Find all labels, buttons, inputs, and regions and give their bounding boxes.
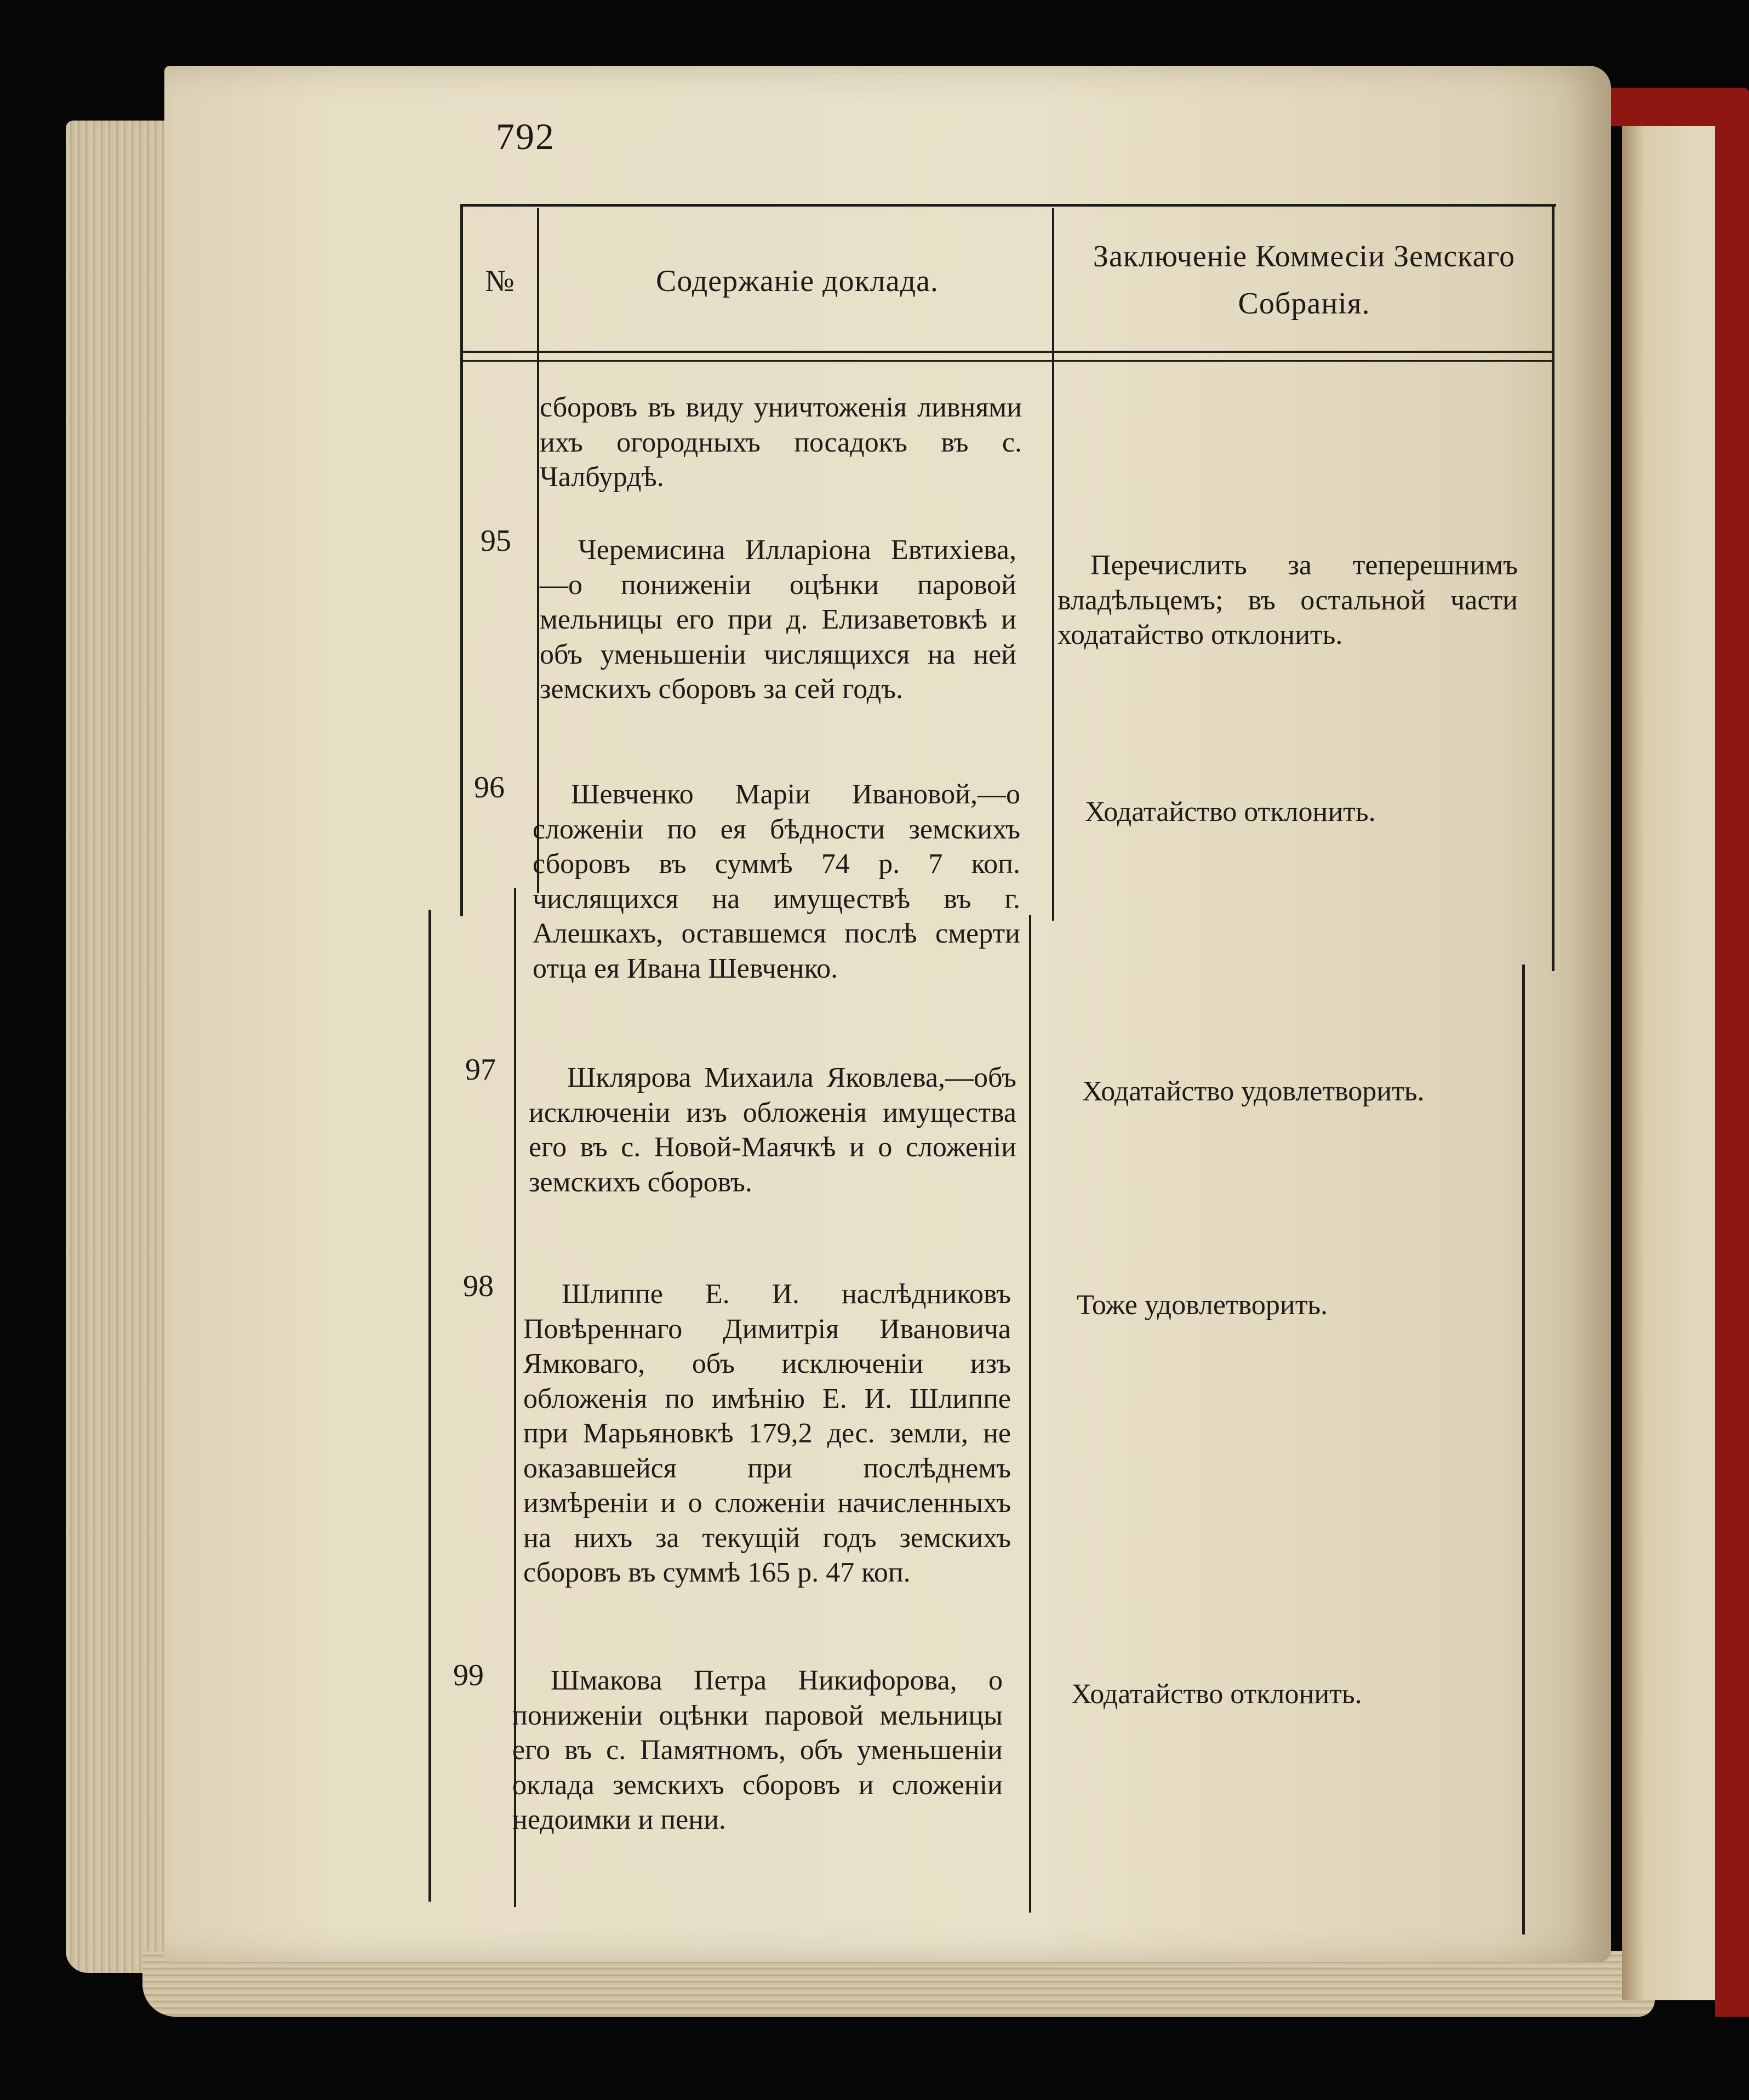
row-content-97: Шклярова Михаила Яковлева,—объ исключеніи изъ обложенія имущества его въ с. Новой-Маячкѣ и о сложеніи земскихъ сборовъ.	[529, 1062, 1016, 1198]
row-conclusion-96: Ходатайство отклонить.	[1085, 796, 1376, 828]
row-conclusion-97: Ходатайство удовлетворить.	[1082, 1076, 1425, 1107]
row-number-95: 95	[481, 524, 511, 558]
row-content-95: Черемисина Илларіона Евтихіева,—о пониженіи оцѣнки паровой мельницы его при д. Елизаветовкѣ и объ уменьшеніи числящихся на ней земскихъ сборовъ за сей годъ.	[540, 534, 1016, 705]
row-content-96: Шевченко Маріи Ивановой,—о сложеніи по ея бѣдности земскихъ сборовъ въ суммѣ 74 р. 7 коп. числящихся на имуществѣ въ г. Алешкахъ, оставшемся послѣ смерти отца ея Ивана Шевченко.	[533, 779, 1020, 984]
col-divider-2-lower	[1029, 915, 1031, 1913]
row-content-99: Шмакова Петра Никифорова, о пониженіи оцѣнки паровой мельницы его въ с. Памятномъ, объ уменьшеніи оклада земскихъ сборовъ и сложеніи недоимки и пени.	[512, 1665, 1003, 1835]
row-conclusion-95: Перечислить за теперешнимъ владѣльцемъ; въ остальной части ходатайство отклонить.	[1058, 550, 1518, 650]
header-number: №	[485, 264, 515, 298]
row-conclusion-99: Ходатайство отклонить.	[1071, 1679, 1362, 1710]
continuation-text: сборовъ въ виду уничтоженія ливнями ихъ огородныхъ посадокъ въ с. Чалбурдѣ.	[540, 392, 1022, 493]
header-conclusion: Заключеніе Коммесіи Земскаго Собранія.	[1093, 239, 1516, 321]
left-border	[460, 204, 463, 916]
header-rule-2	[463, 360, 1553, 362]
row-number-96: 96	[474, 771, 505, 804]
red-edge-right	[1715, 99, 1749, 2017]
left-border-lower	[428, 910, 431, 1902]
row-number-97: 97	[465, 1053, 496, 1087]
page-number: 792	[496, 116, 555, 157]
row-number-99: 99	[453, 1658, 484, 1692]
row-number-98: 98	[463, 1269, 494, 1303]
right-border-lower	[1522, 965, 1525, 1934]
right-border	[1552, 204, 1554, 971]
row-content-98: Шлиппе Е. И. наслѣдниковъ Повѣреннаго Димитрія Ивановича Ямковаго, объ исключеніи изъ обложенія по имѣнію Е. И. Шлиппе при Марьяновкѣ 179,2 дес. земли, не оказавшейся при послѣднемъ измѣреніи и о сложеніи начисленныхъ на нихъ за текущій годъ земскихъ сборовъ въ суммѣ 165 р. 47 коп.	[523, 1279, 1011, 1588]
header-content: Содержаніе доклада.	[656, 264, 939, 298]
table-top-rule	[463, 204, 1556, 207]
row-conclusion-98: Тоже удовлетворить.	[1077, 1289, 1328, 1321]
header-rule-1	[463, 351, 1553, 353]
